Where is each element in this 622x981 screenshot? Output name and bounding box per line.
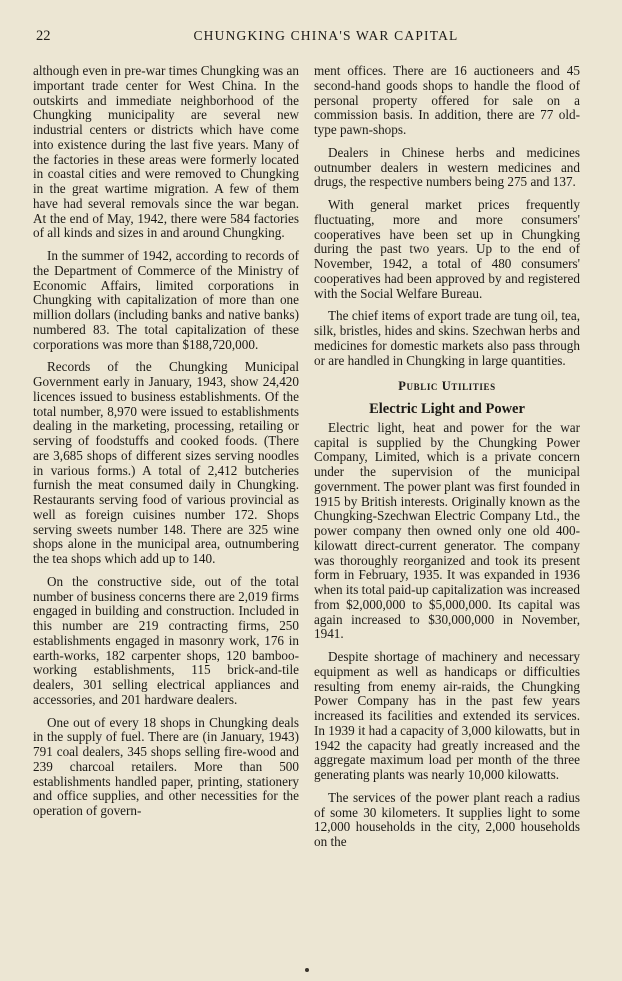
body-paragraph: although even in pre-war times Chungking was an important trade center for West China. In the outskirts and immediate neighborhood of the Chungking municipality are several new industrial centers or districts which have come into existence during the last five years. Many of the factories in these areas were formerly located in coastal cities and were removed to Chungking in the great wartime migration. A few of them have had several removals since the war began. At the end of May, 1942, there were 584 factories of all kinds and sizes in and around Chungking. xyxy=(33,63,299,241)
body-paragraph: ment offices. There are 16 auctioneers and 45 second-hand goods shops to handle the flood of personal property offered for sale on a commission basis. In addition, there are 77 old-type pawn-shops. xyxy=(314,63,580,137)
body-paragraph: One out of every 18 shops in Chungking deals in the supply of fuel. There are (in January, 1943) 791 coal dealers, 345 shops selling fire-wood and 239 charcoal retailers. More than 500 establishments handled paper, printing, stationery and office supplies, and other necessities for the operation of govern- xyxy=(33,714,299,818)
right-column xyxy=(314,64,580,858)
left-column xyxy=(33,64,299,827)
body-paragraph: Records of the Chungking Municipal Government early in January, 1943, show 24,420 licences issued to business establishments. Of the total number, 8,970 were issued to establishments dealing in the marketing, processing, retailing or serving of foodstuffs and cooked foods. (There are 3,685 shops of different sizes serving noodles in various forms.) A total of 2,412 butcheries furnish the meat consumed daily in Chungking. Restaurants serving food of various provincial as well as foreign cuisines number 172. Shops serving sweets number 148. There are 325 wine shops alone in the municipal area, outnumbering the tea shops which add up to 140. xyxy=(33,359,299,566)
section-heading: Public Utilities xyxy=(398,379,496,394)
body-paragraph: Electric light, heat and power for the war capital is supplied by the Chungking Power Company, Limited, which is a private concern under the supervision of the municipal government. The power plant was first founded in 1915 by British interests. Originally known as the Chungking-Szechwan Electric Company Ltd., the power company then owned only one old 400-kilowatt direct-current generator. The company was thoroughly reorganized and took its present form in February, 1935. It was expanded in 1936 when its total paid-up capitalization was increased from $2,000,000 to $5,000,000. Its capital was again increased to $30,000,000 in November, 1941. xyxy=(314,419,580,642)
body-paragraph: In the summer of 1942, according to records of the Department of Commerce of the Ministry of Economic Affairs, limited corporations in Chungking with capitalization of more than one million dollars (including banks and native banks) numbered 83. The total capitalization of these corporations was more than $188,720,000. xyxy=(33,248,299,352)
running-title: CHUNGKING CHINA'S WAR CAPITAL xyxy=(193,28,459,43)
page-header xyxy=(30,26,592,46)
body-paragraph: The services of the power plant reach a radius of some 30 kilometers. It supplies light to some 12,000 households in the city, 2,000 households on the xyxy=(314,789,580,849)
page-number: 22 xyxy=(36,28,51,44)
bottom-mark xyxy=(305,968,309,972)
body-paragraph: Despite shortage of machinery and necessary equipment as well as handicaps or difficulties resulting from enemy air-raids, the Chungking Power Company has in the past few years increased its facilities and extended its services. In 1939 it had a capacity of 3,000 kilowatts, but in 1942 the capacity had greatly increased and the aggregate maximum load per month of the three generating plants was nearly 10,000 kilowatts. xyxy=(314,649,580,782)
body-paragraph: The chief items of export trade are tung oil, tea, silk, bristles, hides and skins. Szechwan herbs and medicines for domestic markets also pass through or are handled in Chungking in large quantities. xyxy=(314,308,580,368)
body-paragraph: With general market prices frequently fluctuating, more and more consumers' cooperatives have been set up in Chungking during the past two years. Up to the end of November, 1942, a total of 480 consumers' cooperatives had been approved by and registered with the Social Welfare Bureau. xyxy=(314,197,580,301)
sub-heading: Electric Light and Power xyxy=(369,401,525,417)
body-paragraph: On the constructive side, out of the total number of business concerns there are 2,019 firms engaged in building and construction. Included in this number are 219 contracting firms, 250 establishments engaged in masonry work, 176 in earth-works, 182 carpenter shops, 120 bamboo-working establishments, 115 brick-and-tile dealers, 301 selling electrical appliances and accessories, and 201 hardware dealers. xyxy=(33,573,299,707)
body-paragraph: Dealers in Chinese herbs and medicines outnumber dealers in western medicines and drugs, the respective numbers being 275 and 137. xyxy=(314,144,580,190)
